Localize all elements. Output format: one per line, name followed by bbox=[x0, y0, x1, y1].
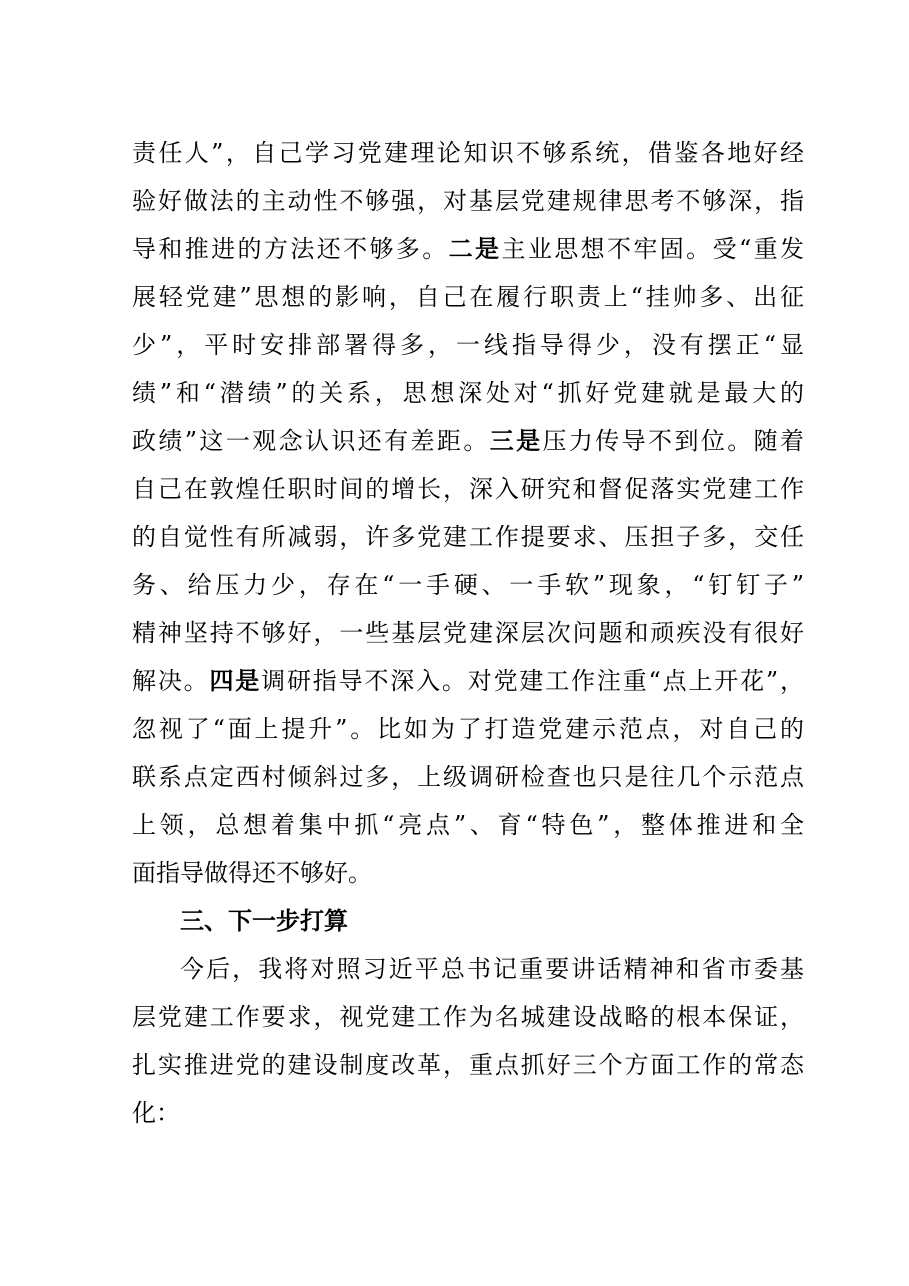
point-marker-two: 二是 bbox=[448, 234, 502, 263]
text-line: 展轻党建”思想的影响，自己在履行职责上“挂帅多、出征 bbox=[132, 283, 804, 311]
text-line: 忽视了“面上提升”。比如为了打造党建示范点，对自己的 bbox=[132, 715, 804, 743]
text-line bbox=[132, 225, 804, 273]
text-line: 少”，平时安排部署得多，一线指导得少，没有摆正“显 bbox=[132, 331, 804, 359]
text-run: 导和推进的方法还不够多。 bbox=[132, 235, 449, 263]
text-line: 自己在敦煌任职时间的增长，深入研究和督促落实党建工作 bbox=[132, 475, 804, 503]
text-run: 政绩”这一观念认识还有差距。 bbox=[132, 427, 490, 455]
text-line: 的自觉性有所减弱，许多党建工作提要求、压担子多，交任 bbox=[132, 523, 804, 551]
text-run: 解决。 bbox=[132, 667, 210, 695]
text-line: 今后，我将对照习近平总书记重要讲话精神和省市委基 bbox=[180, 955, 804, 983]
point-marker-four: 四是 bbox=[209, 666, 262, 695]
text-line bbox=[132, 417, 804, 465]
section-heading: 三、下一步打算 bbox=[180, 907, 348, 935]
text-run: 主业思想不牢固。受“重发 bbox=[501, 235, 804, 263]
text-line bbox=[132, 657, 804, 705]
text-line: 精神坚持不够好，一些基层党建深层次问题和顽疾没有很好 bbox=[132, 619, 804, 647]
text-line: 扎实推进党的建设制度改革，重点抓好三个方面工作的常态 bbox=[132, 1051, 804, 1079]
text-line: 面指导做得还不够好。 bbox=[132, 859, 372, 887]
text-run: 调研指导不深入。对党建工作注重“点上开花”， bbox=[261, 667, 805, 695]
text-run: 压力传导不到位。随着 bbox=[542, 427, 804, 455]
text-line: 联系点定西村倾斜过多，上级调研检查也只是往几个示范点 bbox=[132, 763, 804, 791]
text-line: 层党建工作要求，视党建工作为名城建设战略的根本保证， bbox=[132, 1003, 804, 1031]
paragraph-plan bbox=[132, 945, 804, 1137]
text-line: 责任人”，自己学习党建理论知识不够系统，借鉴各地好经 bbox=[132, 139, 804, 167]
text-line: 验好做法的主动性不够强，对基层党建规律思考不够深，指 bbox=[132, 187, 804, 215]
text-line: 务、给压力少，存在“一手硬、一手软”现象，“钉钉子” bbox=[132, 571, 804, 599]
text-line: 绩”和“潜绩”的关系，思想深处对“抓好党建就是最大的 bbox=[132, 379, 804, 407]
text-line: 化： bbox=[132, 1099, 180, 1127]
point-marker-three: 三是 bbox=[489, 426, 543, 455]
paragraph-problems bbox=[132, 129, 804, 897]
document-body bbox=[132, 129, 804, 1137]
text-line: 上领，总想着集中抓“亮点”、育“特色”，整体推进和全 bbox=[132, 811, 804, 839]
